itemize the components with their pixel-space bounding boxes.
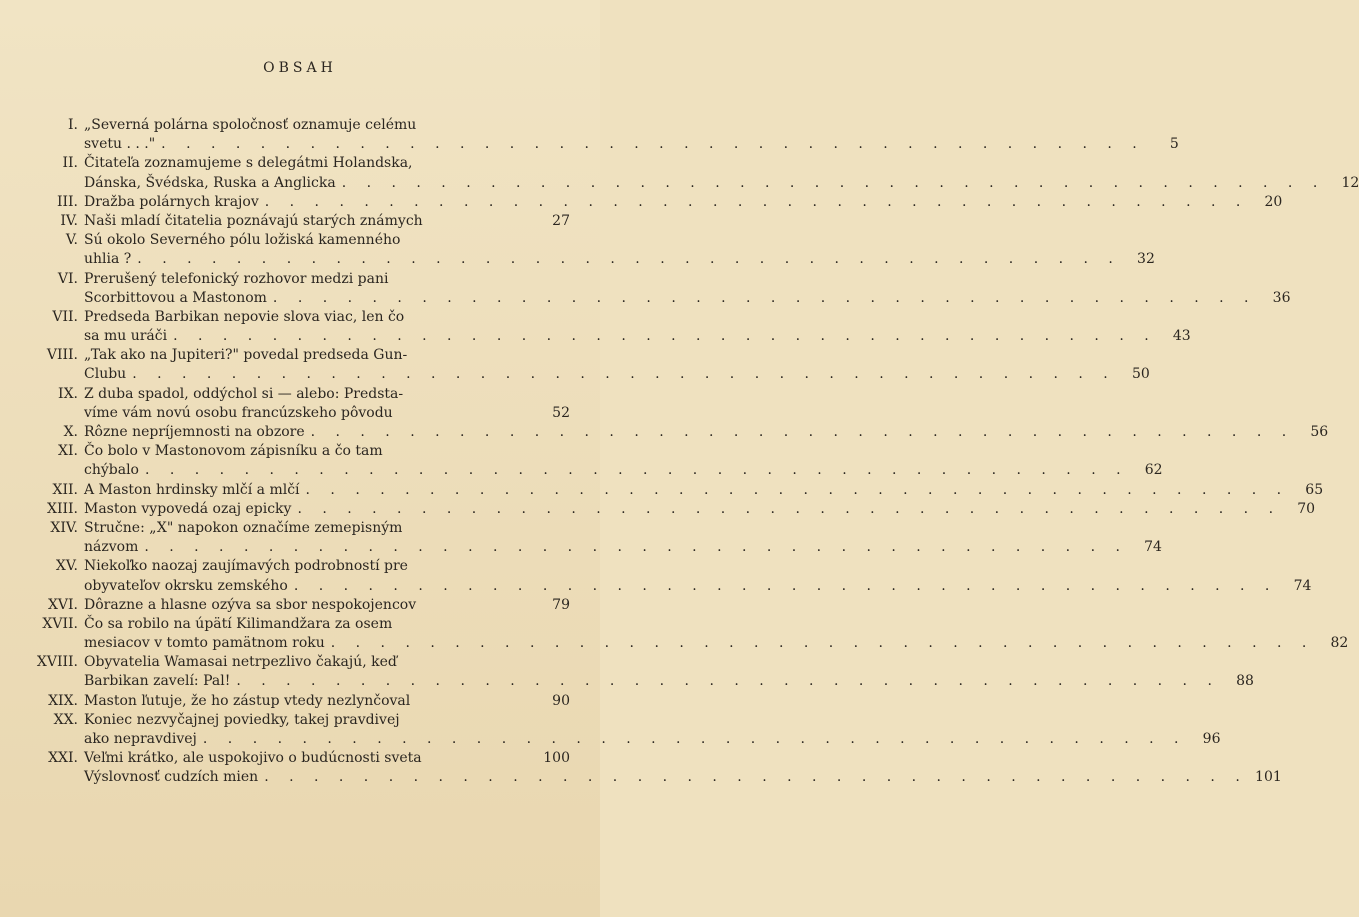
page-number: 27 [552, 212, 570, 229]
chapter-number: XX. [53, 711, 78, 728]
chapter-number: XVIII. [36, 654, 78, 671]
toc-entry [10, 212, 570, 231]
dot-leader: . . . . . . . . . . . . . . . . . . . . . . . . . . . . . . . . . . . . . . . . [310, 424, 1295, 440]
dot-leader: . . . . . . . . . . . . . . . . . . . . . . . . . . . . . . . . . . . . . . . . [264, 193, 1249, 210]
page-number: 56 [1310, 424, 1329, 440]
chapter-title-line: Čitateľa zoznamujeme s delegátmi Holandska, [84, 155, 413, 172]
chapter-number: VII. [52, 308, 78, 325]
page-number: 12 [1341, 174, 1359, 191]
toc-entry [10, 116, 1179, 154]
toc-entry [10, 768, 1282, 787]
toc-entry [10, 519, 1162, 557]
toc-entry [10, 270, 1291, 308]
toc-entry [10, 749, 570, 768]
toc-entry [10, 193, 1283, 212]
chapter-title-line: Veľmi krátko, ale uspokojivo o budúcnosti sveta [84, 750, 422, 767]
dot-leader: . . . . . . . . . . . . . . . . . . . . . . . . . . . . . . . . . . . . . . . . [132, 366, 1116, 383]
page-title: OBSAH [263, 60, 337, 76]
toc-entry [10, 481, 1324, 500]
chapter-title-line: Koniec nezvyčajnej poviedky, takej pravdivej [84, 711, 400, 728]
chapter-title-line: Scorbittovou a Mastonom [84, 289, 267, 306]
dot-leader: . . . . . . . . . . . . . . . . . . . . . . . . . . . . . . . . . . . . . . . . [272, 289, 1257, 306]
page-number: 43 [1172, 328, 1191, 345]
page-number: 82 [1330, 635, 1349, 652]
page-number: 96 [1202, 731, 1221, 747]
chapter-number: XII. [52, 481, 78, 498]
chapter-title-line: svetu . . ." [84, 136, 156, 153]
toc-entry [10, 308, 1191, 346]
chapter-title-line: „Severná polárna spoločnosť oznamuje celému [84, 117, 417, 133]
dot-leader: . . . . . . . . . . . . . . . . . . . . . . . . . . . . . . . . . . . . . . . . [330, 635, 1315, 652]
chapter-title-line: Clubu [84, 366, 127, 383]
dot-leader: . . . . . . . . . . . . . . . . . . . . . . . . . . . . . . . . . . . . . . . . [161, 136, 1145, 153]
chapter-number: XVI. [47, 596, 78, 613]
chapter-title-line: Maston ľutuje, že ho zástup vtedy nezlynčoval [84, 692, 411, 709]
chapter-number: XXI. [48, 750, 78, 767]
chapter-title-line: Výslovnosť cudzích mien [84, 769, 259, 786]
page-number: 100 [543, 750, 570, 767]
chapter-number: X. [63, 424, 78, 440]
toc-entry [10, 711, 1221, 749]
chapter-title-line: Čo bolo v Mastonovom zápisníku a čo tam [84, 443, 383, 460]
page-number: 36 [1272, 289, 1291, 306]
toc-entry [10, 557, 1312, 595]
chapter-title-line: víme vám novú osobu francúzskeho pôvodu [84, 404, 393, 421]
page-number: 79 [552, 596, 570, 613]
toc-entry [10, 692, 570, 711]
page-number: 70 [1297, 500, 1316, 517]
chapter-number: II. [62, 155, 78, 172]
dot-leader: . . . . . . . . . . . . . . . . . . . . . . . . . . . . . . . . . . . . . . . . [202, 731, 1187, 747]
chapter-title-line: Obyvatelia Wamasai netrpezlivo čakajú, keď [84, 654, 397, 671]
chapter-number: IV. [60, 212, 78, 229]
toc-entry [10, 653, 1254, 691]
page-number: 74 [1293, 577, 1312, 594]
chapter-title-line: Barbikan zavelí: Pal! [84, 673, 231, 690]
dot-leader: . . . . . . . . . . . . . . . . . . . . . . . . . . . . . . . . . . . . . . . . [236, 673, 1220, 690]
chapter-title-line: Z duba spadol, oddýchol si — alebo: Predsta- [84, 385, 404, 402]
page-number: 90 [552, 692, 570, 709]
chapter-title-line: sa mu uráči [84, 328, 168, 345]
chapter-number: XIII. [46, 500, 78, 517]
dot-leader: . . . . . . . . . . . . . . . . . . . . . . . . . . . . . . . . . . . . . . . . [305, 481, 1290, 498]
table-of-contents [10, 116, 1359, 788]
chapter-number: VI. [57, 270, 78, 287]
chapter-title-line: Naši mladí čitatelia poznávajú starých známych [84, 212, 423, 229]
page-number: 52 [552, 404, 570, 421]
dot-leader: . . . . . . . . . . . . . . . . . . . . . . . . . . . . . . . . . . . . . . . . [293, 577, 1278, 594]
toc-entry [10, 346, 1150, 384]
dot-leader: . . . . . . . . . . . . . . . . . . . . . . . . . . . . . . . . . . . . . . . . [341, 174, 1326, 191]
chapter-number: V. [65, 232, 78, 249]
chapter-title-line: „Tak ako na Jupiteri?" povedal predseda Gun- [84, 347, 408, 364]
page-number: 20 [1264, 193, 1283, 210]
chapter-title-line: uhlia ? [84, 251, 132, 268]
chapter-title-line: obyvateľov okrsku zemského [84, 577, 288, 594]
toc-entry [10, 442, 1163, 480]
chapter-title-line: A Maston hrdinsky mlčí a mlčí [84, 481, 300, 498]
page-number: 88 [1236, 673, 1254, 690]
chapter-title-line: Stručne: „X" napokon označíme zemepisným [84, 519, 403, 536]
chapter-title-line: názvom [84, 539, 139, 556]
toc-entry [10, 596, 570, 615]
page-number: 101 [1255, 769, 1282, 786]
chapter-title-line: Dražba polárnych krajov [84, 193, 259, 210]
dot-leader: . . . . . . . . . . . . . . . . . . . . . . . . . . . . . . . . . . . . . . . . [137, 251, 1121, 268]
chapter-number: XIX. [48, 692, 78, 709]
chapter-number: XV. [55, 558, 78, 575]
toc-entry [10, 423, 1329, 442]
chapter-number: XVII. [42, 615, 78, 632]
toc-entry [10, 231, 1155, 269]
toc-entry [10, 154, 1359, 192]
chapter-number: IX. [58, 385, 78, 402]
dot-leader: . . . . . . . . . . . . . . . . . . . . . . . . . . . . . . . . . . . . . . . . [264, 769, 1248, 786]
chapter-title-line: Čo sa robilo na úpätí Kilimandžara za osem [84, 615, 393, 632]
chapter-title-line: mesiacov v tomto pamätnom roku [84, 635, 325, 652]
chapter-title-line: Dánska, Švédska, Ruska a Anglicka [84, 174, 336, 191]
dot-leader: . . . . . . . . . . . . . . . . . . . . . . . . . . . . . . . . . . . . . . . . [144, 539, 1128, 556]
chapter-number: VIII. [46, 347, 78, 364]
dot-leader: . . . . . . . . . . . . . . . . . . . . . . . . . . . . . . . . . . . . . . . . [173, 328, 1157, 345]
chapter-title-line: Prerušený telefonický rozhovor medzi pani [84, 270, 389, 287]
page-number: 5 [1169, 136, 1179, 153]
chapter-title-line: Predseda Barbikan nepovie slova viac, len čo [84, 308, 405, 325]
chapter-number: I. [68, 117, 78, 133]
dot-leader: . . . . . . . . . . . . . . . . . . . . . . . . . . . . . . . . . . . . . . . . [144, 462, 1129, 479]
chapter-title-line: Dôrazne a hlasne ozýva sa sbor nespokojencov [84, 596, 417, 613]
toc-entry [10, 385, 570, 423]
chapter-title-line: Maston vypovedá ozaj epicky [84, 500, 292, 517]
chapter-title-line: ako nepravdivej [84, 731, 197, 747]
chapter-number: XIV. [50, 519, 78, 536]
chapter-title-line: Sú okolo Severného pólu ložiská kamenného [84, 232, 401, 249]
page-number: 65 [1305, 481, 1324, 498]
chapter-title-line: chýbalo [84, 462, 139, 479]
chapter-title-line: Rôzne nepríjemnosti na obzore [84, 424, 305, 440]
toc-entry [10, 615, 1349, 653]
page-number: 74 [1144, 539, 1162, 556]
page-number: 62 [1144, 462, 1163, 479]
chapter-number: III. [56, 193, 78, 210]
chapter-title-line: Niekoľko naozaj zaujímavých podrobností pre [84, 558, 408, 575]
dot-leader: . . . . . . . . . . . . . . . . . . . . . . . . . . . . . . . . . . . . . . . . [297, 500, 1282, 517]
chapter-number: XI. [58, 443, 78, 460]
page-number: 50 [1131, 366, 1150, 383]
toc-entry [10, 500, 1316, 519]
page-number: 32 [1137, 251, 1155, 268]
